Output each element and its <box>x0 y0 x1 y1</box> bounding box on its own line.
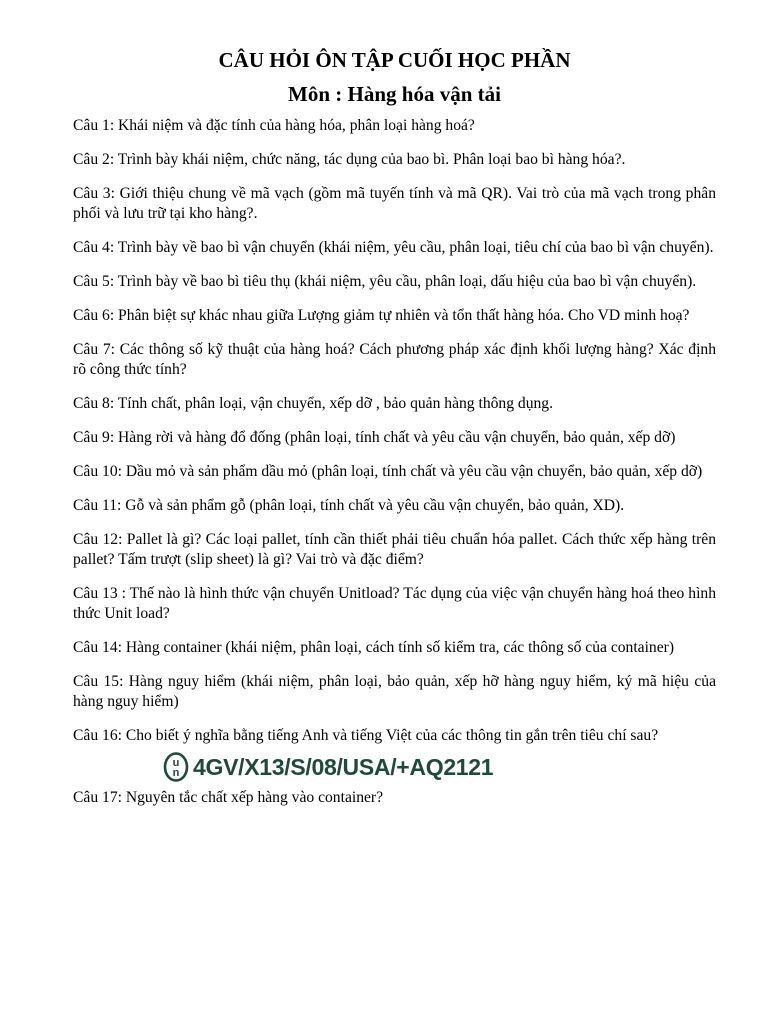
question-16: Câu 16: Cho biết ý nghĩa bằng tiếng Anh và tiếng Việt của các thông tin gắn trên tiêu chí sau? <box>73 727 659 744</box>
question-list <box>73 116 716 808</box>
question-11: Câu 11: Gỗ và sản phẩm gỗ (phân loại, tính chất và yêu cầu vận chuyển, bảo quản, XD). <box>73 497 625 514</box>
question-10: Câu 10: Dầu mỏ và sản phẩm dầu mỏ (phân loại, tính chất và yêu cầu vận chuyển, bảo quản, xếp dỡ) <box>73 463 703 480</box>
question-5: Câu 5: Trình bày về bao bì tiêu thụ (khái niệm, yêu cầu, phân loại, dấu hiệu của bao bì vận chuyển). <box>73 273 697 290</box>
question-13: Câu 13 : Thế nào là hình thức vận chuyển Unitload? Tác dụng của việc vận chuyển hàng hoá theo hình thức Unit load? <box>73 585 716 622</box>
question-9: Câu 9: Hàng rời và hàng đổ đống (phân loại, tính chất và yêu cầu vận chuyển, bảo quản, xếp dỡ) <box>73 429 676 446</box>
un-symbol-bottom: n <box>172 767 180 779</box>
question-15: Câu 15: Hàng nguy hiểm (khái niệm, phân loại, bảo quản, xếp hỡ hàng nguy hiểm, ký mã hiệu của hàng nguy hiểm) <box>73 673 716 710</box>
un-symbol-top: u <box>172 757 180 769</box>
question-12: Câu 12: Pallet là gì? Các loại pallet, tính cần thiết phải tiêu chuẩn hóa pallet. Cách thức xếp hàng trên pallet? Tấm trượt (slip sheet) là gì? Vai trò và đặc điểm? <box>73 531 716 568</box>
question-1: Câu 1: Khái niệm và đặc tính của hàng hóa, phân loại hàng hoá? <box>73 117 475 134</box>
question-6: Câu 6: Phân biệt sự khác nhau giữa Lượng giảm tự nhiên và tổn thất hàng hóa. Cho VD minh hoạ? <box>73 307 690 324</box>
question-4: Câu 4: Trình bày về bao bì vận chuyển (khái niệm, yêu cầu, phân loại, tiêu chí của bao bì vận chuyển). <box>73 239 714 256</box>
page-title: CÂU HỎI ÔN TẬP CUỐI HỌC PHẦN <box>218 48 571 72</box>
question-14: Câu 14: Hàng container (khái niệm, phân loại, cách tính số kiểm tra, các thông số của container) <box>73 639 675 656</box>
question-7: Câu 7: Các thông số kỹ thuật của hàng hoá? Cách phương pháp xác định khối lượng hàng? Xác định rõ công thức tính? <box>73 341 716 378</box>
question-17: Câu 17: Nguyên tắc chất xếp hàng vào container? <box>73 789 384 806</box>
un-marking-code: 4GV/X13/S/08/USA/+AQ2121 <box>193 753 494 780</box>
un-symbol-icon <box>163 752 189 782</box>
page-subtitle: Môn : Hàng hóa vận tải <box>288 82 501 106</box>
question-2: Câu 2: Trình bày khái niệm, chức năng, tác dụng của bao bì. Phân loại bao bì hàng hóa?. <box>73 151 626 168</box>
question-3: Câu 3: Giới thiệu chung về mã vạch (gồm mã tuyến tính và mã QR). Vai trò của mã vạch trong phân phối và lưu trữ tại kho hàng?. <box>73 185 716 222</box>
un-packaging-marking <box>163 750 716 784</box>
question-8: Câu 8: Tính chất, phân loại, vận chuyển, xếp dỡ , bảo quản hàng thông dụng. <box>73 395 554 412</box>
